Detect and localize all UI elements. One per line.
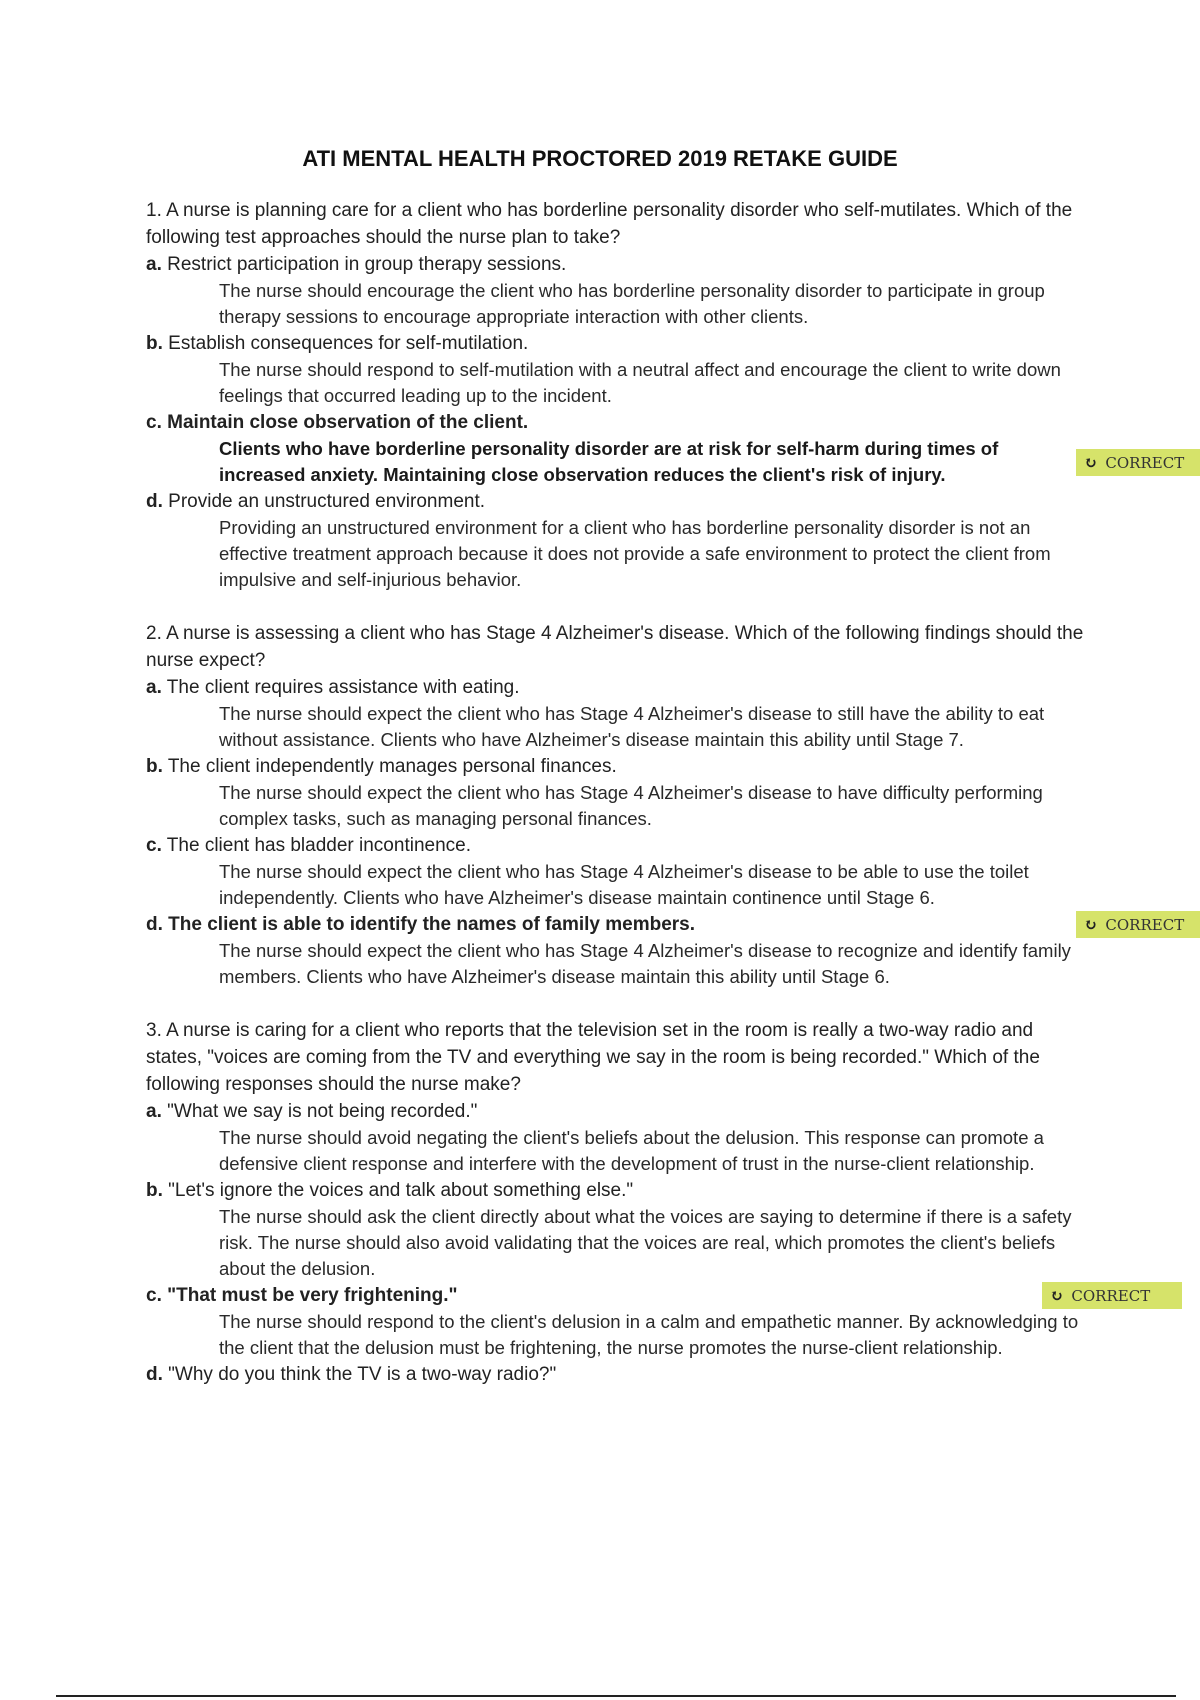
option-letter: b. bbox=[146, 756, 163, 777]
option-2c bbox=[146, 832, 1086, 911]
rationale: The nurse should encourage the client who has borderline personality disorder to participate in group therapy sessions to encourage appropriate interaction with other clients. bbox=[219, 280, 1045, 327]
option-text: The client requires assistance with eating. bbox=[166, 677, 520, 698]
rationale: The nurse should expect the client who has Stage 4 Alzheimer's disease to be able to use the toilet independently. Clients who have Alzheimer's disease maintain continence until Stage 6. bbox=[219, 861, 1029, 908]
rationale: The nurse should expect the client who has Stage 4 Alzheimer's disease to recognize and identify family members. Clients who have Alzheimer's disease maintain this ability until Stage 6. bbox=[219, 940, 1071, 987]
option-letter: c. bbox=[146, 412, 162, 433]
option-text: "That must be very frightening." bbox=[167, 1285, 458, 1306]
check-arrow-icon: ↻ bbox=[1084, 915, 1098, 934]
option-letter: a. bbox=[146, 677, 162, 698]
option-1d bbox=[146, 488, 1086, 593]
option-letter: a. bbox=[146, 254, 162, 275]
correct-label: CORRECT bbox=[1071, 1286, 1151, 1305]
rationale: Providing an unstructured environment for a client who has borderline personality disorder is not an effective treatment approach because it does not provide a safe environment to protect the client from impulsive and self-injurious behavior. bbox=[219, 517, 1051, 590]
option-3c bbox=[146, 1282, 1151, 1361]
option-letter: d. bbox=[146, 491, 163, 512]
rationale: The nurse should respond to the client's delusion in a calm and empathetic manner. By acknowledging to the client that the delusion must be frightening, the nurse promotes the nurse-client relationship. bbox=[219, 1311, 1079, 1358]
question-1 bbox=[146, 197, 1185, 593]
option-letter: d. bbox=[146, 1364, 163, 1385]
option-1b bbox=[146, 330, 1086, 409]
question-3 bbox=[146, 1017, 1151, 1388]
rationale: Clients who have borderline personality disorder are at risk for self-harm during times of increased anxiety. Maintaining close observation reduces the client's risk of injury. bbox=[219, 438, 999, 485]
correct-badge bbox=[1076, 449, 1200, 476]
option-3b bbox=[146, 1177, 1086, 1282]
option-text: Restrict participation in group therapy sessions. bbox=[167, 254, 567, 275]
rationale: The nurse should expect the client who has Stage 4 Alzheimer's disease to still have the ability to eat without assistance. Clients who have Alzheimer's disease maintain this ability until Stage 7. bbox=[219, 703, 1045, 750]
option-text: "Let's ignore the voices and talk about something else." bbox=[168, 1180, 634, 1201]
option-text: Provide an unstructured environment. bbox=[168, 491, 486, 512]
option-text: The client independently manages personal finances. bbox=[167, 756, 617, 777]
correct-badge bbox=[1042, 1282, 1182, 1309]
option-1a bbox=[146, 251, 1086, 330]
check-arrow-icon: ↻ bbox=[1084, 453, 1098, 472]
option-2d bbox=[146, 911, 1185, 990]
question-2 bbox=[146, 620, 1185, 990]
option-text: "Why do you think the TV is a two-way radio?" bbox=[168, 1364, 557, 1385]
footer-rule bbox=[56, 1695, 1176, 1697]
question-stem: 1. A nurse is planning care for a client who has borderline personality disorder who self-mutilates. Which of the following test approaches should the nurse plan to take? bbox=[146, 200, 1073, 248]
option-letter: c. bbox=[146, 835, 162, 856]
option-letter: a. bbox=[146, 1101, 162, 1122]
option-text: "What we say is not being recorded." bbox=[167, 1101, 478, 1122]
rationale: The nurse should ask the client directly about what the voices are saying to determine if there is a safety risk. The nurse should also avoid validating that the voices are real, which promotes the client's beliefs about the delusion. bbox=[219, 1206, 1072, 1279]
rationale: The nurse should expect the client who has Stage 4 Alzheimer's disease to have difficulty performing complex tasks, such as managing personal finances. bbox=[219, 782, 1043, 829]
option-2a bbox=[146, 674, 1086, 753]
option-text: Maintain close observation of the client. bbox=[167, 412, 529, 433]
rationale: The nurse should respond to self-mutilation with a neutral affect and encourage the client to write down feelings that occurred leading up to the incident. bbox=[219, 359, 1061, 406]
correct-label: CORRECT bbox=[1105, 453, 1185, 472]
rationale: The nurse should avoid negating the client's beliefs about the delusion. This response can promote a defensive client response and interfere with the development of trust in the nurse-client relationship. bbox=[219, 1127, 1044, 1174]
correct-label: CORRECT bbox=[1105, 915, 1185, 934]
option-letter: b. bbox=[146, 1180, 163, 1201]
question-stem: 3. A nurse is caring for a client who reports that the television set in the room is really a two-way radio and states, "voices are coming from the TV and everything we say in the room is being recorded." Which of the following responses should the nurse make? bbox=[146, 1020, 1040, 1095]
option-text: Establish consequences for self-mutilation. bbox=[168, 333, 529, 354]
option-3d bbox=[146, 1361, 1086, 1388]
option-2b bbox=[146, 753, 1086, 832]
option-letter: b. bbox=[146, 333, 163, 354]
question-stem: 2. A nurse is assessing a client who has Stage 4 Alzheimer's disease. Which of the following findings should the nurse expect? bbox=[146, 623, 1084, 671]
option-text: The client is able to identify the names of family members. bbox=[168, 914, 696, 935]
correct-badge bbox=[1076, 911, 1200, 938]
option-letter: c. bbox=[146, 1285, 162, 1306]
check-arrow-icon: ↻ bbox=[1050, 1286, 1064, 1305]
option-letter: d. bbox=[146, 914, 163, 935]
option-text: The client has bladder incontinence. bbox=[166, 835, 471, 856]
question-list bbox=[146, 197, 1185, 1415]
page-title: ATI MENTAL HEALTH PROCTORED 2019 RETAKE GUIDE bbox=[302, 146, 898, 171]
option-3a bbox=[146, 1098, 1086, 1177]
option-1c bbox=[146, 409, 1185, 488]
